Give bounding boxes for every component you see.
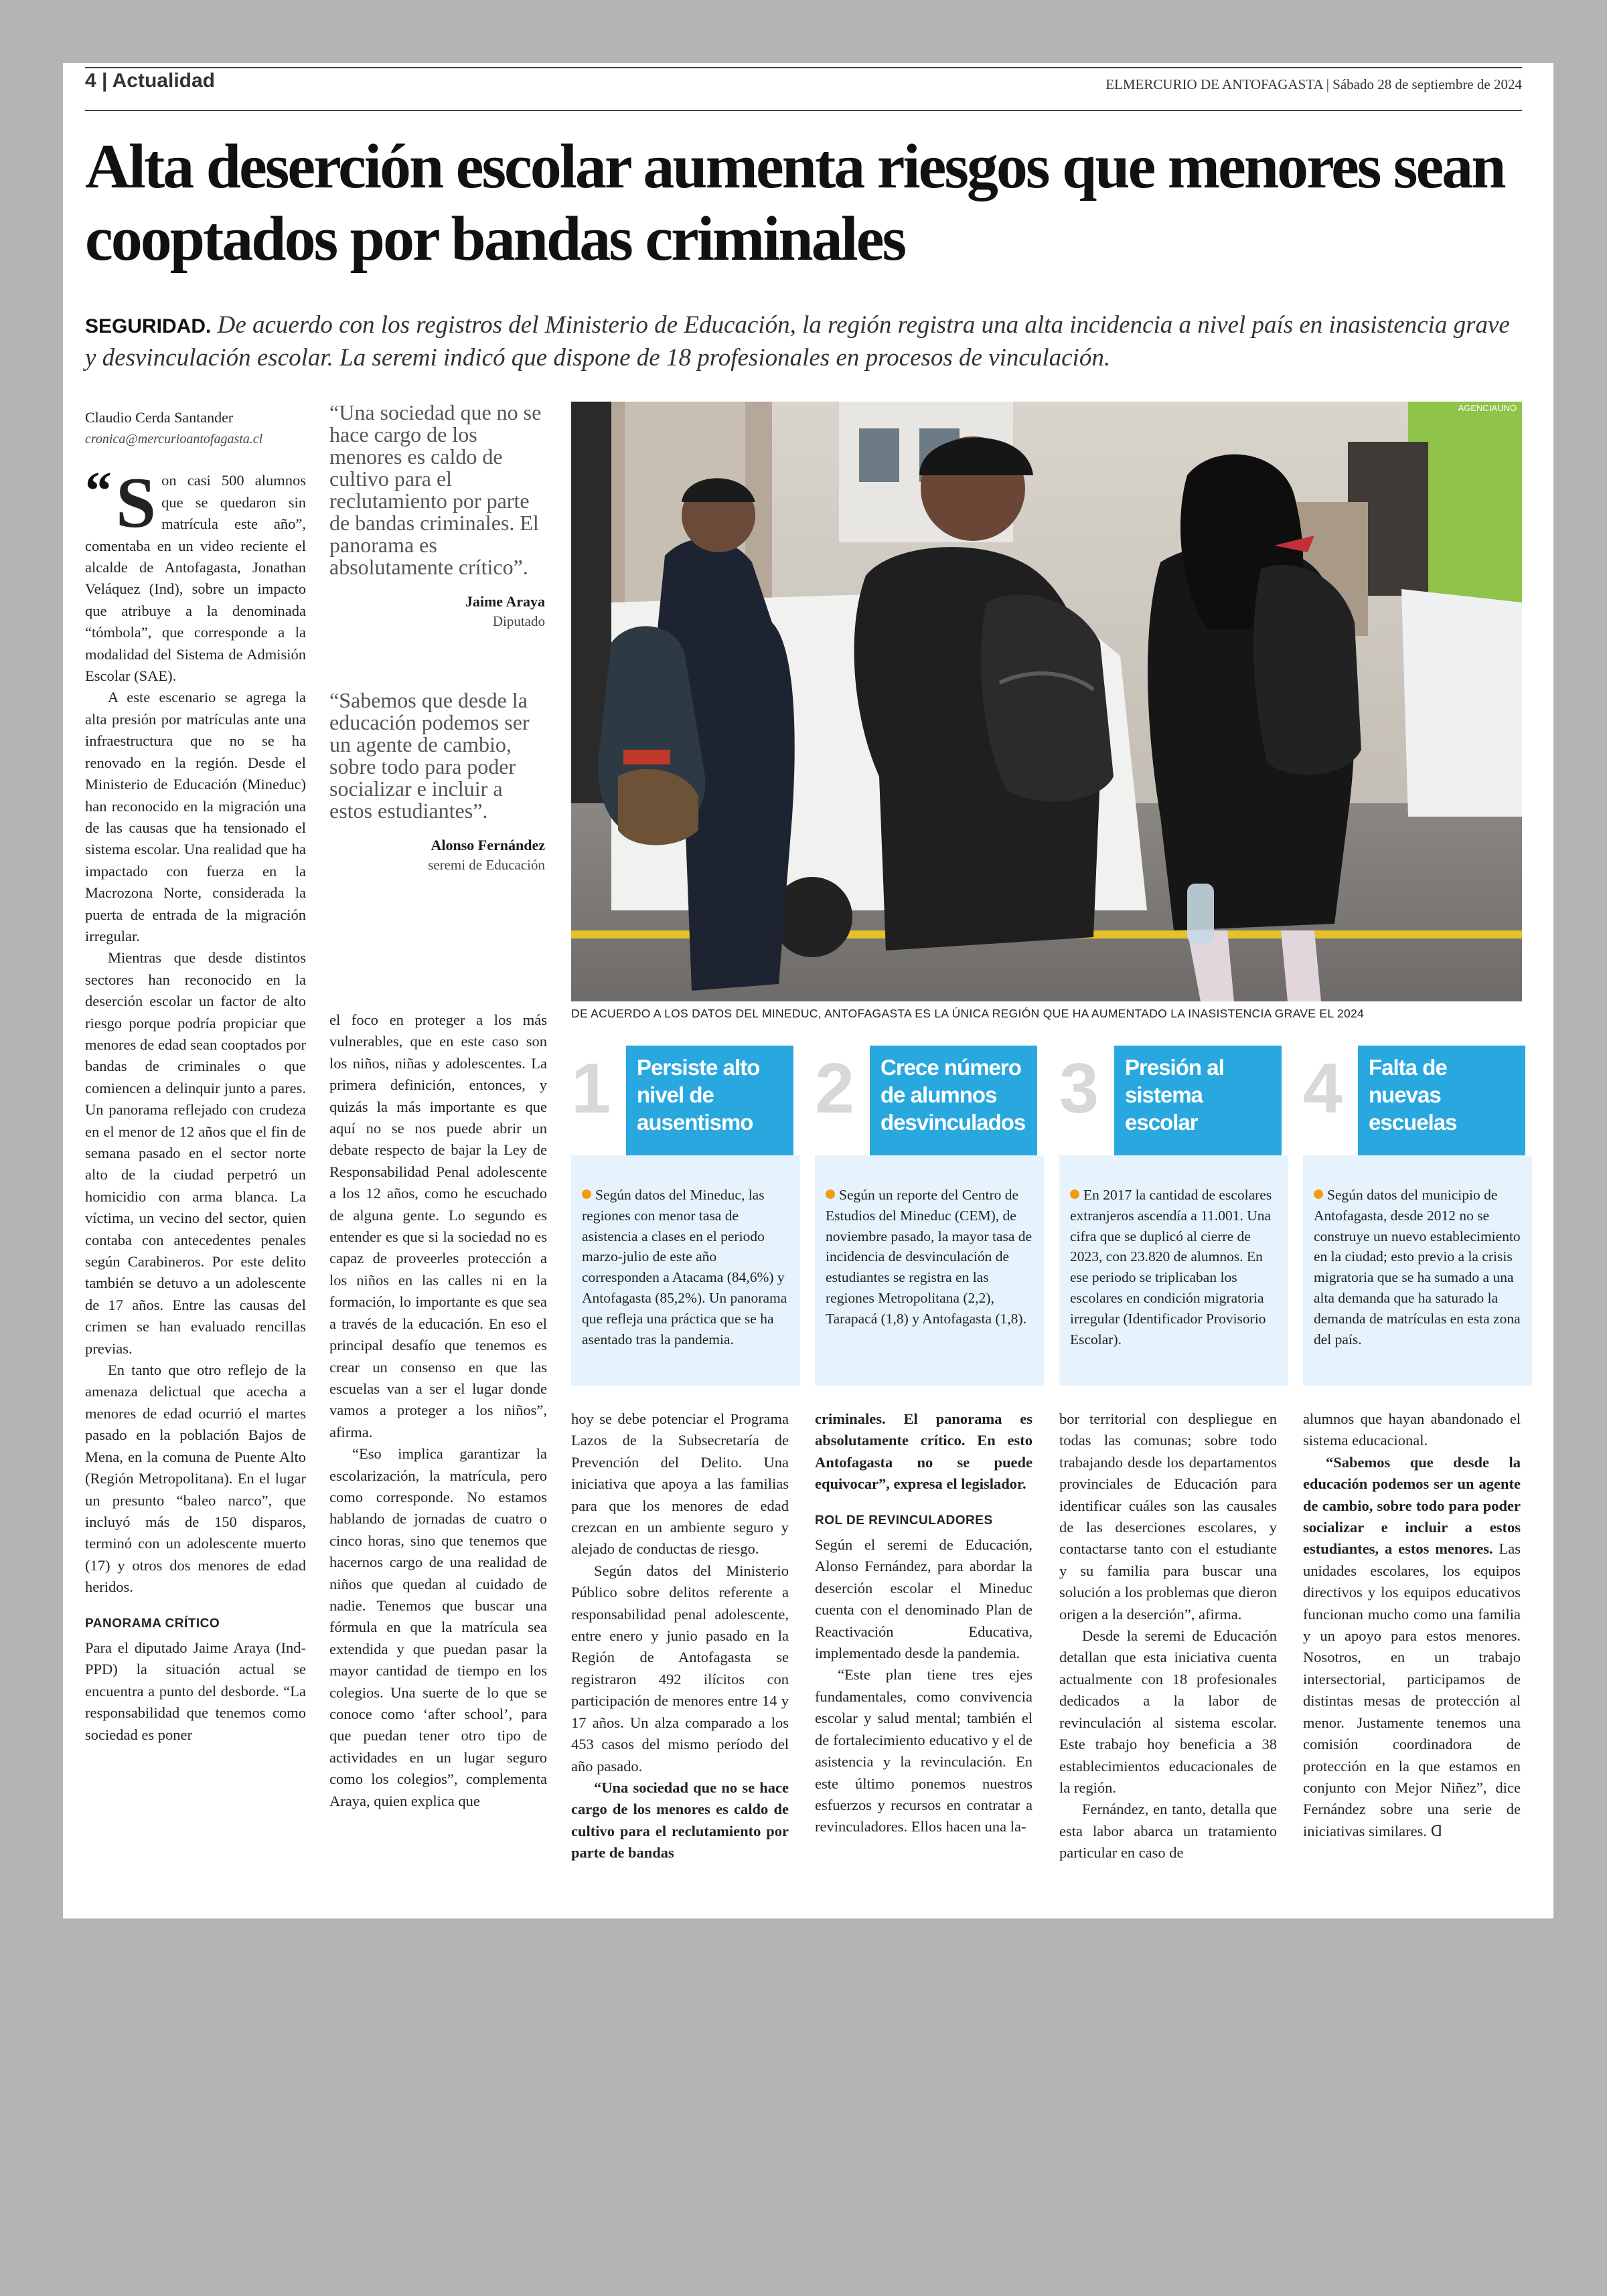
dropcap: S <box>116 463 157 544</box>
paragraph: hoy se debe potenciar el Programa Lazos de la Subsecretaría de Prevención del Delito. Una iniciativa que apoya a las familias para que los menores de edad crezcan en un ambiente seguro y alejado de conductas de riesgo. <box>571 1410 789 1558</box>
photo-credit: AGENCIAUNO <box>1458 403 1517 413</box>
section-label: 4 | Actualidad <box>85 70 215 92</box>
pull-quote-fernandez <box>329 689 545 874</box>
article-column-1 <box>85 407 306 1746</box>
headline: Alta deserción escolar aumenta riesgos que menores sean cooptados por bandas criminales <box>85 132 1505 274</box>
paragraph: Según datos del Ministerio Público sobre delitos referente a responsabilidad penal adolescente, entre enero y junio pasado en la Región de Antofagasta se registraron 492 ilícitos con participación de menores entre 14 y 17 años. Un alza comparado a los 453 casos del mismo período del año pasado. <box>571 1562 789 1775</box>
paragraph: Mientras que desde distintos sectores han reconocido en la deserción escolar un factor de alto riesgo porque podría propiciar que menores de edad sean cooptados por bandas de criminales o que comiencen a delinquir junto a pares. Un panorama reflejado con crudeza en el menor de 12 años que el fin de semana pasado en el sector norte alto de la ciudad perpetró un homicidio con arma blanca. La víctima, un vecino del sector, quien contaba con antecedentes penales según Carabineros. Por este delito también se detuvo a un adolescente de 17 años. Entre las causas del crimen se han evaluado rencillas previas. <box>85 949 306 1357</box>
fact-box-1 <box>571 1046 800 1386</box>
paragraph: el foco en proteger a los más vulnerables, que en este caso son los niños, niñas y adolescentes. La primera definición, entonces, y quizás la más importante es que aquí no se nos puede abrir un debate respecto de bajar la Ley de Responsabilidad Penal adolescente a los 12 años, como he escuchado de alguna gente. Lo segundo es entender es que si la sociedad no es capaz de proveerles protección a los niños en las calles ni en la formación, lo importante es que sea a través de la educación. En eso el principal desafío que tenemos es crear un consenso en que las escuelas van a ser el lugar donde vamos a proteger a los niños”, afirma. <box>329 1011 547 1441</box>
subhead: PANORAMA CRÍTICO <box>85 1616 220 1631</box>
fact-box-number: 1 <box>571 1049 611 1128</box>
publication-date: ELMERCURIO DE ANTOFAGASTA | Sábado 28 de septiembre de 2024 <box>1105 76 1522 92</box>
fact-box-body: En 2017 la cantidad de escolares extranjeros ascendía a 11.001. Una cifra que se duplicó al cierre de 2023, con 23.820 de alumnos. En ese periodo se triplicaban los escolares en condición migratoria irregular (Identificador Provisorio Escolar). <box>1059 1155 1288 1386</box>
article-column-4 <box>815 1408 1032 1838</box>
article-column-6 <box>1303 1408 1521 1842</box>
paragraph: “Este plan tiene tres ejes fundamentales, como convivencia escolar y salud mental; también el de fortalecimiento educativo y el de asistencia y la revinculación. En este último ponemos nuestros esfuerzos y recursos en contratar a revinculadores. Ellos hacen una la- <box>815 1666 1032 1835</box>
subhead: ROL DE REVINCULADORES <box>815 1513 993 1528</box>
paragraph: “Eso implica garantizar la escolarización, la matrícula, pero como corresponde. No estamos hablando de jornadas de cuatro o cinco horas, sino que tenemos que hacernos cargo de una realidad de niños que quedan al cuidado de nadie. Tenemos que buscar una fórmula en que la matrícula sea extendida y que puedan pasar la mayor cantidad de tiempo en los colegios. Una suerte de lo que se conoce como ‘after school’, para que puedan tener otro tipo de actividades en un lugar seguro como los colegios”, complementa Araya, quien explica que <box>329 1445 547 1809</box>
open-quote-mark: “ <box>85 462 112 521</box>
paragraph: Fernández, en tanto, detalla que esta labor abarca un tratamiento particular en caso de <box>1059 1801 1277 1862</box>
bullet-icon <box>1314 1190 1323 1199</box>
paragraph: Para el diputado Jaime Araya (Ind-PPD) la situación actual se encuentra a punto del desborde. “La responsabilidad que tenemos como sociedad es poner <box>85 1639 306 1743</box>
fact-box-title: Crece número de alumnos desvinculados <box>870 1046 1037 1160</box>
fact-box-title: Persiste alto nivel de ausentismo <box>626 1046 793 1160</box>
paragraph-quote: criminales. El panorama es absolutamente crítico. En esto Antofagasta no se puede equivocar”, expresa el legislador. <box>815 1410 1032 1493</box>
header-bottom-rule <box>85 110 1522 111</box>
paragraph-mixed: “Sabemos que desde la educación podemos ser un agente de cambio, sobre todo para poder socializar e incluir a estos estudiantes, a estos menores. Las unidades escolares, los equipos directivos y los equipos educativos funcionan mucho como una familia y un apoyo para estos menores. Nosotros, en un trabajo intersectorial, participamos de distintas mesas de protección al menor. Justamente tenemos una comisión coordinadora de protección en la que estamos en conjunto con Mejor Niñez”, dice Fernández sobre una serie de iniciativas similares. ᗡ <box>1303 1453 1521 1839</box>
author: Claudio Cerda Santander <box>85 409 234 426</box>
lead <box>85 309 1522 374</box>
paragraph: A este escenario se agrega la alta presión por matrículas ante una infraestructura que no se ha renovado en la región. Desde el Ministerio de Educación (Mineduc) han reconocido en la migración una de las causas que ha tensionado el sistema escolar. Una realidad que ha impactado con fuerza en la Macrozona Norte, considerada la puerta de entrada de la migración irregular. <box>85 689 306 945</box>
paragraph-quote: “Una sociedad que no se hace cargo de los menores es caldo de cultivo para el reclutamiento por parte de bandas <box>571 1779 789 1862</box>
fact-box-body: Según datos del Mineduc, las regiones con menor tasa de asistencia a clases en el periodo marzo-julio de este año corresponden a Atacama (84,6%) y Antofagasta (85,2%). Un panorama que refleja una práctica que se ha asentado tras la pandemia. <box>571 1155 800 1386</box>
article-column-2 <box>329 1009 547 1812</box>
lead-text: De acuerdo con los registros del Ministerio de Educación, la región registra una alta incidencia a nivel país en inasistencia grave y desvinculación escolar. La seremi indicó que dispone de 18 profesionales en procesos de vinculación. <box>85 311 1510 372</box>
end-mark-icon: ᗡ <box>1430 1822 1442 1839</box>
article-column-3 <box>571 1408 789 1864</box>
students-photo <box>571 402 1522 1001</box>
pull-quote-role: seremi de Educación <box>428 857 545 873</box>
fact-box-4 <box>1303 1046 1532 1386</box>
fact-box-body: Según datos del municipio de Antofagasta, desde 2012 no se construye un nuevo establecimiento en la ciudad; esto previo a la crisis migratoria que se ha sumado a una alta demanda que ha saturado la demanda de matrículas en esta zona del país. <box>1303 1155 1532 1386</box>
fact-box-body: Según un reporte del Centro de Estudios del Mineduc (CEM), de noviembre pasado, la mayor tasa de incidencia de desvinculación de estudiantes se registra en las regiones Metropolitana (2,2), Tarapacá (1,8) y Antofagasta (1,8). <box>815 1155 1044 1386</box>
bullet-icon <box>582 1190 591 1199</box>
photo-illustration <box>571 402 1522 1001</box>
pull-quote-name: Jaime Araya <box>465 593 545 610</box>
header-top-rule <box>85 67 1522 68</box>
pull-quote-araya <box>329 402 545 630</box>
pull-quote-text: “Una sociedad que no se hace cargo de los menores es caldo de cultivo para el reclutamiento por parte de bandas criminales. El panorama es absolutamente crítico”. <box>329 400 542 579</box>
paragraph: Desde la seremi de Educación detallan que esta iniciativa cuenta actualmente con 18 profesionales dedicados a la labor de revinculación al sistema escolar. Este trabajo hoy beneficia a 38 establecimientos educacionales de la región. <box>1059 1627 1277 1796</box>
fact-box-number: 2 <box>815 1049 854 1128</box>
fact-box-title: Falta de nuevas escuelas <box>1358 1046 1525 1160</box>
page-header <box>85 70 1522 110</box>
fact-box-number: 4 <box>1303 1049 1343 1128</box>
lead-kicker: SEGURIDAD. <box>85 315 212 337</box>
paragraph: En tanto que otro reflejo de la amenaza delictual que acecha a menores de edad ocurrió el martes pasado en la población Bajos de Mena, en la comuna de Puente Alto (Región Metropolitana). En el lugar un presunto “baleo narco”, que incluyó más de 150 disparos, terminó con un adolescente muerto (17) y otros dos menores de edad heridos. <box>85 1362 306 1596</box>
paragraph: Según el seremi de Educación, Alonso Fernández, para abordar la deserción escolar el Mineduc cuenta con el denominado Plan de Reactivación Educativa, implementado desde la pandemia. <box>815 1536 1032 1662</box>
fact-box-number: 3 <box>1059 1049 1099 1128</box>
paragraph: alumnos que hayan abandonado el sistema educacional. <box>1303 1410 1521 1449</box>
pull-quote-name: Alonso Fernández <box>431 837 545 853</box>
article-column-5 <box>1059 1408 1277 1864</box>
pull-quote-role: Diputado <box>492 613 545 629</box>
pull-quote-text: “Sabemos que desde la educación podemos ser un agente de cambio, sobre todo para poder socializar e incluir a estos estudiantes”. <box>329 688 530 823</box>
bullet-icon <box>1070 1190 1079 1199</box>
bullet-icon <box>826 1190 835 1199</box>
fact-box-3 <box>1059 1046 1288 1386</box>
fact-box-2 <box>815 1046 1044 1386</box>
opening-paragraph: “ S on casi 500 alumnos que se quedaron sin matrícula este año”, comentaba en un video reciente el alcalde de Antofagasta, Jonathan Veláquez (Ind), sobre un impacto que atribuye a la denominada “tómbola”, que corresponde a la modalidad del Sistema de Admisión Escolar (SAE). <box>85 462 306 685</box>
paragraph: bor territorial con despliegue en todas las comunas; sobre todo trabajando desde los departamentos provinciales de Educación para identificar cuáles son las causales de las deserciones escolares, y contactarse tanto con el estudiante y su familia para buscar una solución a los problemas que dieron origen a la deserción”, afirma. <box>1059 1410 1277 1623</box>
author-email: cronica@mercurioantofagasta.cl <box>85 432 263 446</box>
fact-box-title: Presión al sistema escolar <box>1114 1046 1282 1160</box>
photo-caption: DE ACUERDO A LOS DATOS DEL MINEDUC, ANTOFAGASTA ES LA ÚNICA REGIÓN QUE HA AUMENTADO LA INASISTENCIA GRAVE EL 2024 <box>571 1007 1365 1020</box>
